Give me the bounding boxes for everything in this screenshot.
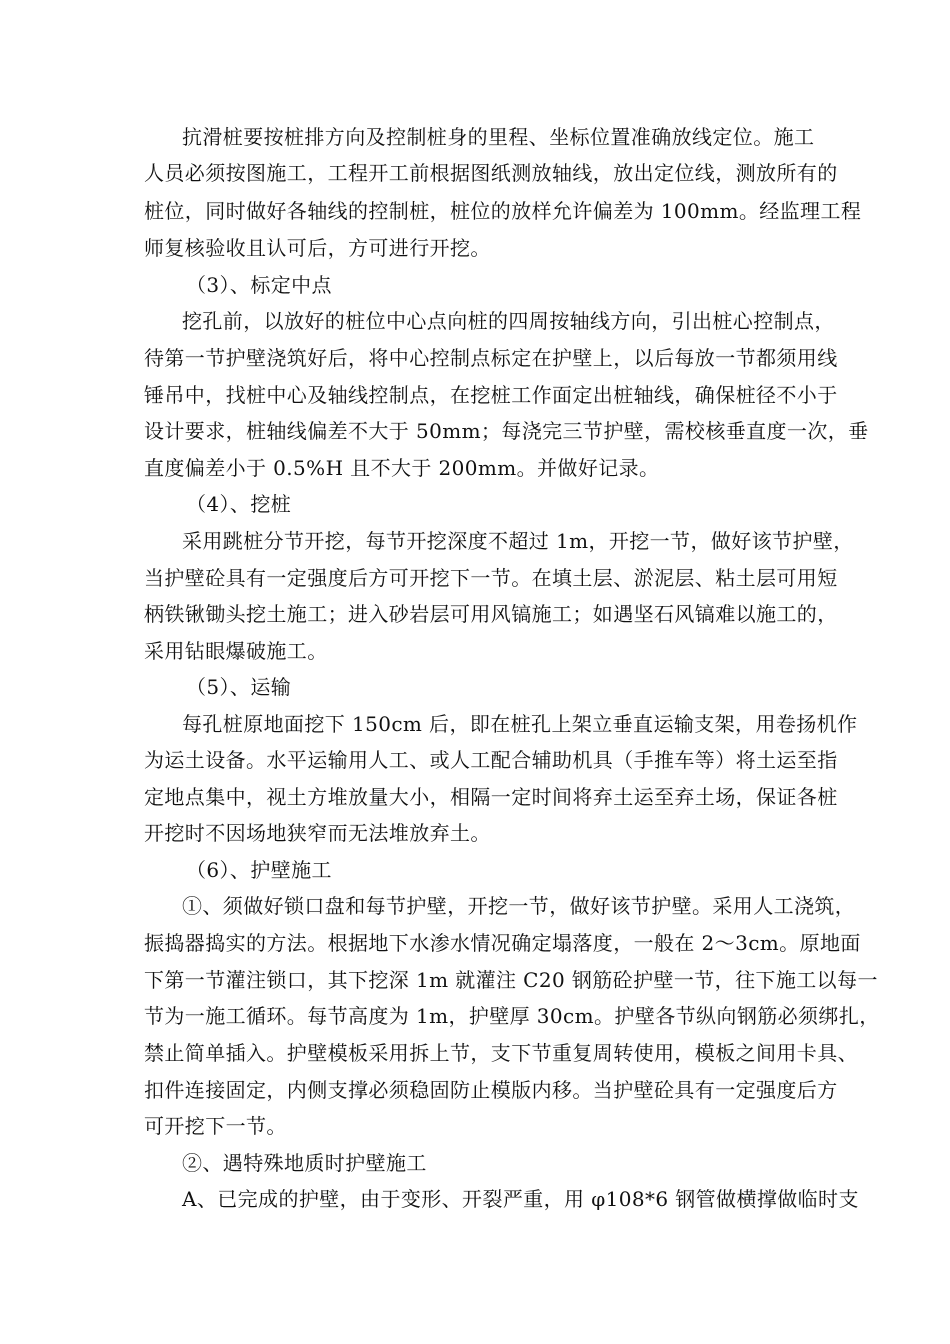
paragraph-line: 节为一施工循环。每节高度为 1m，护壁厚 30cm。护壁各节纵向钢筋必须绑扎，	[144, 1004, 880, 1028]
paragraph-line: 可开挖下一节。	[144, 1114, 287, 1138]
paragraph-line: 定地点集中，视土方堆放量大小，相隔一定时间将弃土运至弃土场，保证各桩	[144, 785, 838, 809]
paragraph-line: 采用钻眼爆破施工。	[144, 639, 328, 663]
section-heading: （4）、挖桩	[186, 492, 292, 516]
paragraph-line: 设计要求，桩轴线偏差不大于 50mm；每浇完三节护壁，需校核垂直度一次，垂	[144, 419, 869, 443]
paragraph-line: 待第一节护壁浇筑好后，将中心控制点标定在护壁上，以后每放一节都须用线	[144, 346, 838, 370]
paragraph-line: 下第一节灌注锁口，其下挖深 1m 就灌注 C20 钢筋砼护壁一节，往下施工以每一	[144, 968, 878, 992]
paragraph-line: 人员必须按图施工，工程开工前根据图纸测放轴线，放出定位线，测放所有的	[144, 161, 838, 185]
paragraph-line: 桩位，同时做好各轴线的控制桩，桩位的放样允许偏差为 100mm。经监理工程	[144, 199, 862, 223]
section-heading: ②、遇特殊地质时护壁施工	[182, 1151, 427, 1175]
paragraph-line: 挖孔前，以放好的桩位中心点向桩的四周按轴线方向，引出桩心控制点，	[182, 309, 835, 333]
paragraph-line: 每孔桩原地面挖下 150cm 后，即在桩孔上架立垂直运输支架，用卷扬机作	[182, 712, 858, 736]
section-heading: （6）、护壁施工	[186, 858, 332, 882]
paragraph-line: 振捣器捣实的方法。根据地下水渗水情况确定塌落度，一般在 2～3cm。原地面	[144, 931, 861, 955]
paragraph-line: 锤吊中，找桩中心及轴线控制点，在挖桩工作面定出桩轴线，确保桩径不小于	[144, 383, 838, 407]
paragraph-line: 抗滑桩要按桩排方向及控制桩身的里程、坐标位置准确放线定位。施工	[182, 125, 815, 149]
paragraph-line: 直度偏差小于 0.5%H 且不大于 200mm。并做好记录。	[144, 456, 660, 480]
paragraph-line: ①、须做好锁口盘和每节护壁，开挖一节，做好该节护壁。采用人工浇筑，	[182, 894, 856, 918]
paragraph-line: 为运土设备。水平运输用人工、或人工配合辅助机具（手推车等）将土运至指	[144, 748, 838, 772]
paragraph-line: 柄铁锹锄头挖土施工；进入砂岩层可用风镐施工；如遇坚石风镐难以施工的，	[144, 602, 838, 626]
section-heading: （5）、运输	[186, 675, 292, 699]
paragraph-line: A、已完成的护壁，由于变形、开裂严重，用 φ108*6 钢管做横撑做临时支	[182, 1187, 859, 1211]
paragraph-line: 师复核验收且认可后，方可进行开挖。	[144, 236, 491, 260]
paragraph-line: 当护壁砼具有一定强度后方可开挖下一节。在填土层、淤泥层、粘土层可用短	[144, 566, 838, 590]
paragraph-line: 开挖时不因场地狭窄而无法堆放弃土。	[144, 821, 491, 845]
paragraph-line: 禁止简单插入。护壁模板采用拆上节，支下节重复周转使用，模板之间用卡具、	[144, 1041, 858, 1065]
paragraph-line: 扣件连接固定，内侧支撑必须稳固防止模版内移。当护壁砼具有一定强度后方	[144, 1078, 838, 1102]
paragraph-line: 采用跳桩分节开挖，每节开挖深度不超过 1m，开挖一节，做好该节护壁，	[182, 529, 854, 553]
section-heading: （3）、标定中点	[186, 273, 332, 297]
